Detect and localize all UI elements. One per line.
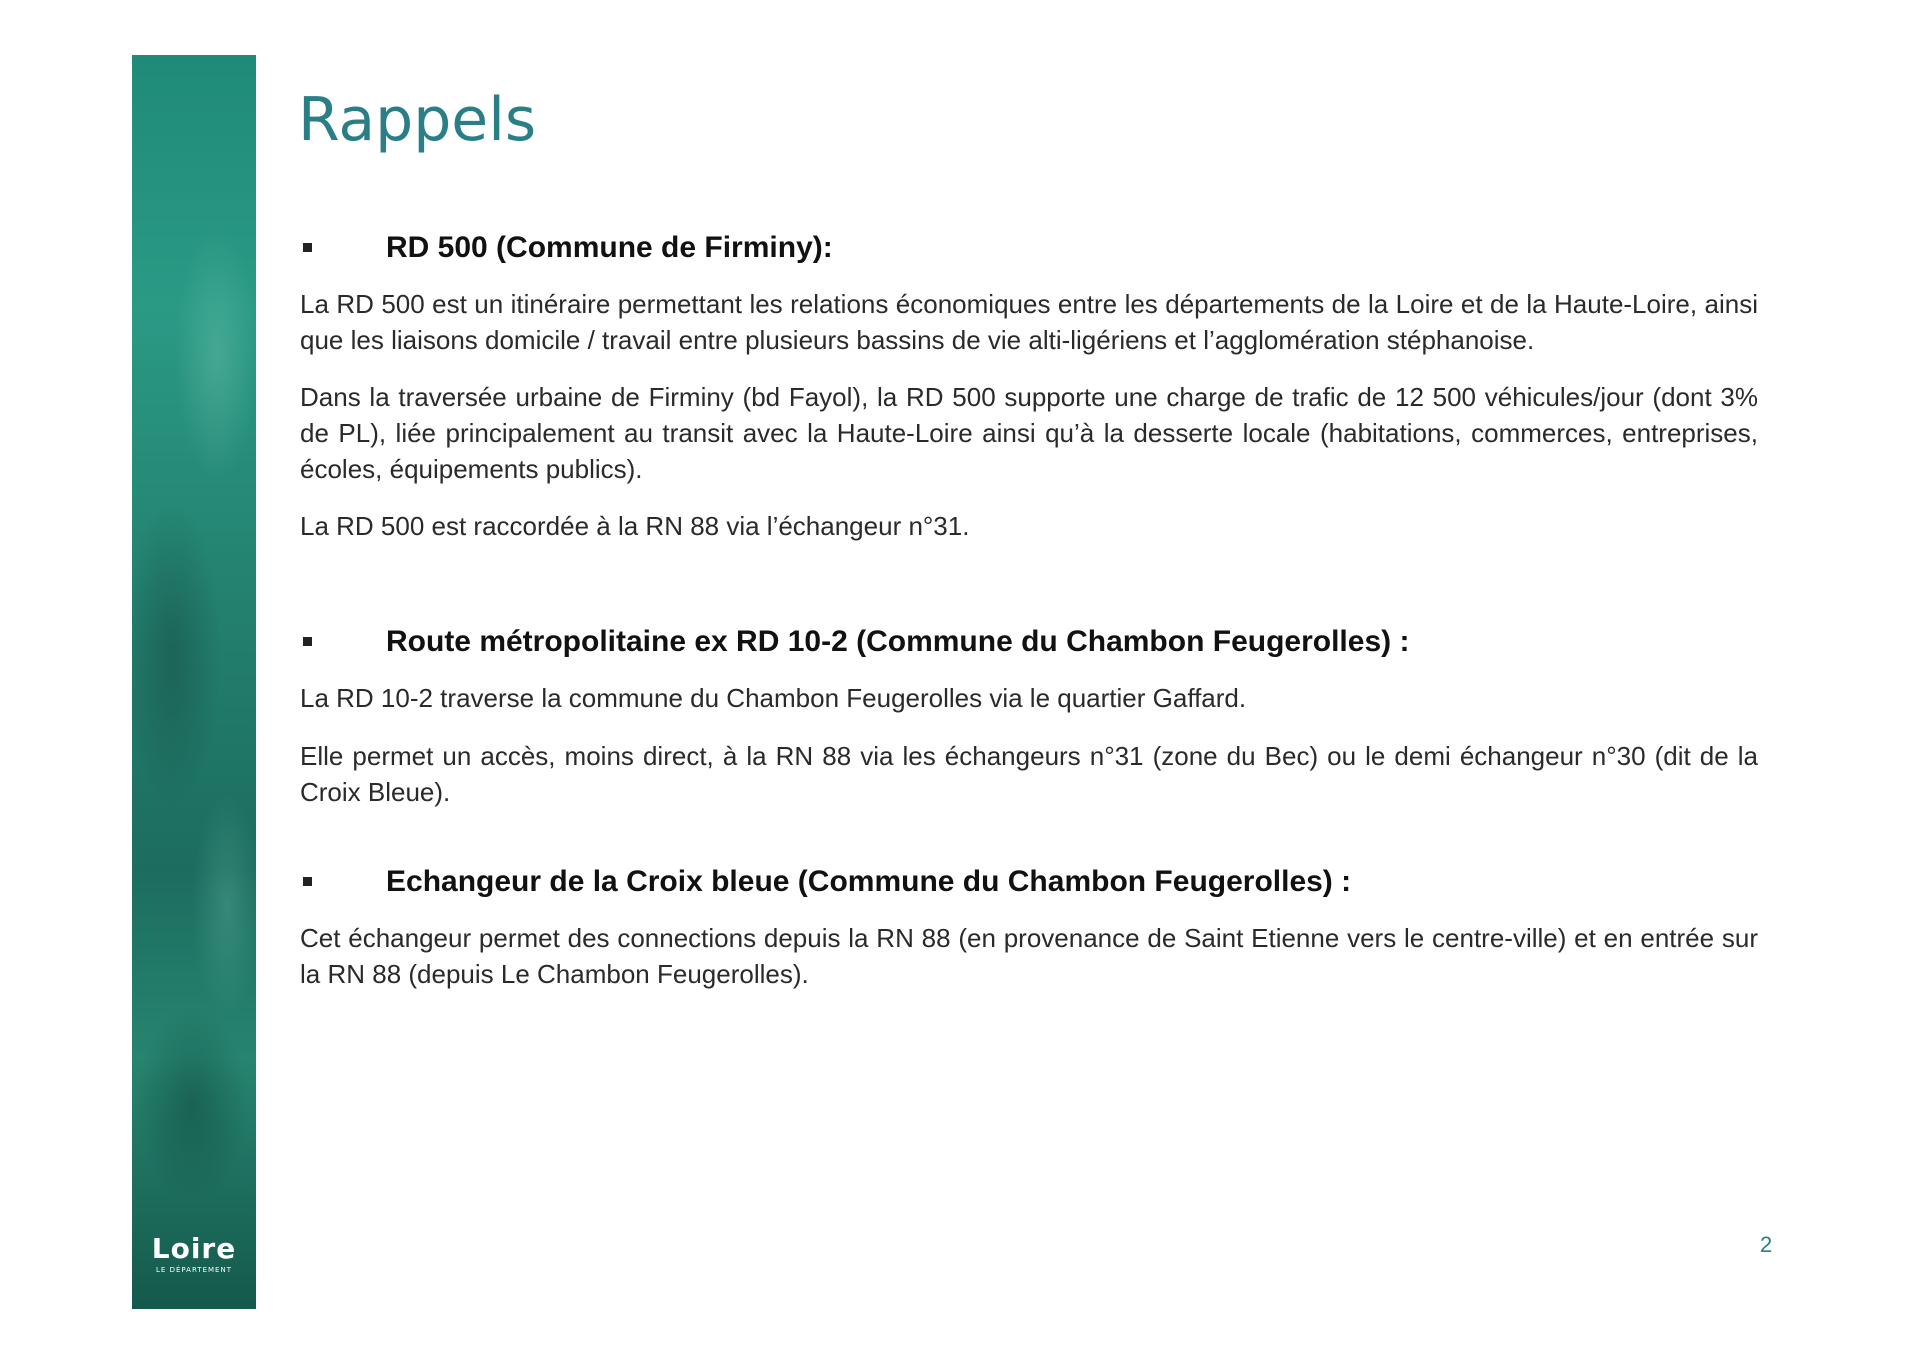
section-heading-text: Echangeur de la Croix bleue (Commune du Chambon Feugerolles) : xyxy=(386,865,1352,898)
loire-logo xyxy=(132,1233,256,1275)
section-croix-bleue xyxy=(300,862,1758,992)
section-heading-text: RD 500 (Commune de Firminy): xyxy=(386,231,833,264)
bullet-icon xyxy=(303,637,312,646)
page-number: 2 xyxy=(1760,1232,1773,1257)
paragraph: Dans la traversée urbaine de Firminy (bd Fayol), la RD 500 supporte une charge de trafic de 12 500 véhicules/jour (dont 3% de PL), liée principalement au transit avec la Haute-Loire ainsi qu’à la desserte locale (habitations, commerces, entreprises, écoles, équipements publics). xyxy=(300,382,1758,484)
section-rd500 xyxy=(300,228,1758,544)
page-title: Rappels xyxy=(298,85,537,155)
paragraph: La RD 10-2 traverse la commune du Chambon Feugerolles via le quartier Gaffard. xyxy=(300,683,1247,713)
section-heading xyxy=(300,228,1758,268)
bullet-icon xyxy=(303,877,312,886)
section-rd10-2 xyxy=(300,622,1758,810)
document-body xyxy=(300,228,1758,992)
logo-subtitle: LE DÉPARTEMENT xyxy=(156,1266,232,1274)
paragraph: Cet échangeur permet des connections depuis la RN 88 (en provenance de Saint Etienne vers le centre-ville) et en entrée sur la RN 88 (depuis Le Chambon Feugerolles). xyxy=(300,923,1758,989)
section-heading xyxy=(300,862,1758,902)
paragraph: La RD 500 est un itinéraire permettant les relations économiques entre les départements de la Loire et de la Haute-Loire, ainsi que les liaisons domicile / travail entre plusieurs bassins de vie alti-ligériens et l’agglomération stéphanoise. xyxy=(300,289,1758,355)
section-heading-text: Route métropolitaine ex RD 10-2 (Commune du Chambon Feugerolles) : xyxy=(386,625,1410,658)
paragraph: Elle permet un accès, moins direct, à la RN 88 via les échangeurs n°31 (zone du Bec) ou le demi échangeur n°30 (dit de la Croix Bleue). xyxy=(300,741,1758,807)
paragraph: La RD 500 est raccordée à la RN 88 via l’échangeur n°31. xyxy=(300,511,970,541)
logo-name: Loire xyxy=(151,1232,237,1265)
decorative-side-band xyxy=(132,55,256,1309)
section-heading xyxy=(300,622,1758,662)
bullet-icon xyxy=(303,243,312,252)
